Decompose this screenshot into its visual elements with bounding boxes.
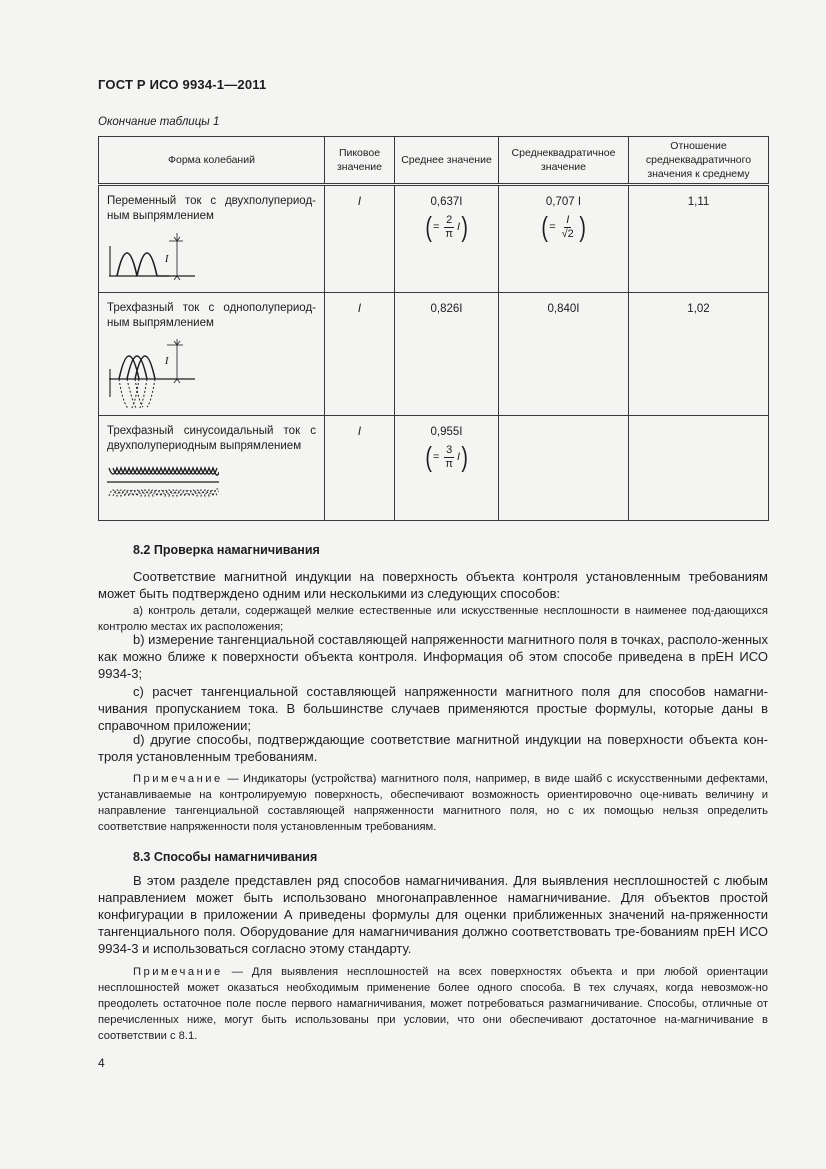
list-item: d) другие способы, подтверждающие соответствие магнитной индукции на поверхности объекта кон-троля установленным требованиям. <box>98 732 768 764</box>
note-label: Примечание <box>133 966 223 978</box>
waveform-label: Переменный ток с двухполупериод-ным выпрямлением <box>107 195 316 222</box>
waveform-cell <box>99 416 325 521</box>
mean-cell: 0,955I ( = $\frac{3}{\pi}$ I ) <box>395 416 499 521</box>
note-text: — Для выявления несплошностей на всех поверхностях объекта и при любой ориентации несплошностей может оказаться необходимым применение более одного способа. В тех случаях, когда невозмож-но преодолеть остаточное поле после первого намагничивания, может потребоваться размагничивание. Способы, отличные от перечисленных ниже, могут быть использованы при условии, что они обеспечивают достаточное на-магничивание в соответствии с 8.1. <box>98 966 768 1042</box>
page-number: 4 <box>98 1056 105 1070</box>
column-header: Форма колебаний <box>99 137 325 185</box>
note-text: — Индикаторы (устройства) магнитного поля, например, в виде шайб с искусственными дефектами, устанавливаемые на контролируемую поверхность, обеспечивают возможность ориентировочно оце-нивать величину и направление тангенциальной составляющей напряженности магнитного поля, но с их помощью нельзя определить соответствие напряженности поля установленным требованиям. <box>98 773 768 833</box>
list-item: c) расчет тангенциальной составляющей напряженности магнитного поля для способов намагни-чивания пропусканием тока. В большинстве случаев применяются простые формулы, которые даны в справочном приложении; <box>98 684 768 733</box>
list-item: b) измерение тангенциальной составляющей напряженности магнитного поля в точках, располо-женных как можно ближе к поверхности объекта контроля. Информация об этом способе приведена в прЕН ИСО 9934-3; <box>98 632 768 681</box>
amplitude-label: I <box>165 356 169 367</box>
ratio-cell: 1,02 <box>629 293 769 416</box>
column-header: Отношение среднеквадратичного значения к среднему <box>629 137 769 185</box>
paragraph: Соответствие магнитной индукции на поверхность объекта контроля установленным требованиям может быть подтверждено одним или несколькими из следующих способов: <box>98 569 768 601</box>
mean-cell: 0,637I ( = $\frac{2}{\pi}$ I ) <box>395 185 499 293</box>
paragraph: В этом разделе представлен ряд способов намагничивания. Для выявления несплошностей с любым направлением может быть использовано многонаправленное намагничивание. Для объектов простой конфигурации в приложении А приведены формулы для оценки приближенных значений на-пряженности тангенциального поля. Оборудование для намагничивания должно соответствовать тре-бованиям прЕН ИСО 9934-3 и использоваться согласно этому стандарту. <box>98 873 768 956</box>
section-heading: 8.2 Проверка намагничивания <box>133 543 320 557</box>
ratio-cell <box>629 416 769 521</box>
table-header-row <box>99 137 769 185</box>
peak-cell: I <box>325 416 395 521</box>
document-header: ГОСТ Р ИСО 9934-1—2011 <box>98 77 267 92</box>
waveform-table <box>98 136 769 521</box>
peak-cell: I <box>325 293 395 416</box>
section-heading: 8.3 Способы намагничивания <box>133 850 318 864</box>
ratio-cell: 1,11 <box>629 185 769 293</box>
peak-cell: I <box>325 185 395 293</box>
table-row <box>99 416 769 521</box>
waveform-label: Трехфазный ток с однополупериод-ным выпрямлением <box>107 302 316 329</box>
mean-formula: ( = $\frac{2}{\pi}$ I ) <box>425 211 468 242</box>
table-caption: Окончание таблицы 1 <box>98 116 220 128</box>
rms-cell: 0,707 I ( = $\frac{I}{√2}$ ) <box>499 185 629 293</box>
column-header: Среднеквадратичное значение <box>499 137 629 185</box>
three-phase-full-wave-waveform <box>107 462 219 498</box>
waveform-label: Трехфазный синусоидальный ток с двухполупериодным выпрямлением <box>107 425 316 452</box>
mean-cell: 0,826I <box>395 293 499 416</box>
note <box>98 964 768 1044</box>
waveform-cell <box>99 293 325 416</box>
rms-cell: 0,840I <box>499 293 629 416</box>
rms-cell <box>499 416 629 521</box>
rms-formula: ( = $\frac{I}{√2}$ ) <box>541 211 586 242</box>
amplitude-label: I <box>165 254 169 265</box>
table-row <box>99 293 769 416</box>
list-item: a) контроль детали, содержащей мелкие естественные или искусственные несплошности в наименее под-дающихся контролю местах их расположения; <box>98 605 768 633</box>
three-phase-half-wave-waveform <box>107 339 197 409</box>
mean-formula: ( = $\frac{3}{\pi}$ I ) <box>425 441 468 472</box>
column-header: Пиковое значение <box>325 137 395 185</box>
full-wave-rectified-waveform <box>107 232 197 282</box>
column-header: Среднее значение <box>395 137 499 185</box>
table-row <box>99 185 769 293</box>
waveform-cell <box>99 185 325 293</box>
note-label: Примечание <box>133 773 223 785</box>
note <box>98 771 768 835</box>
